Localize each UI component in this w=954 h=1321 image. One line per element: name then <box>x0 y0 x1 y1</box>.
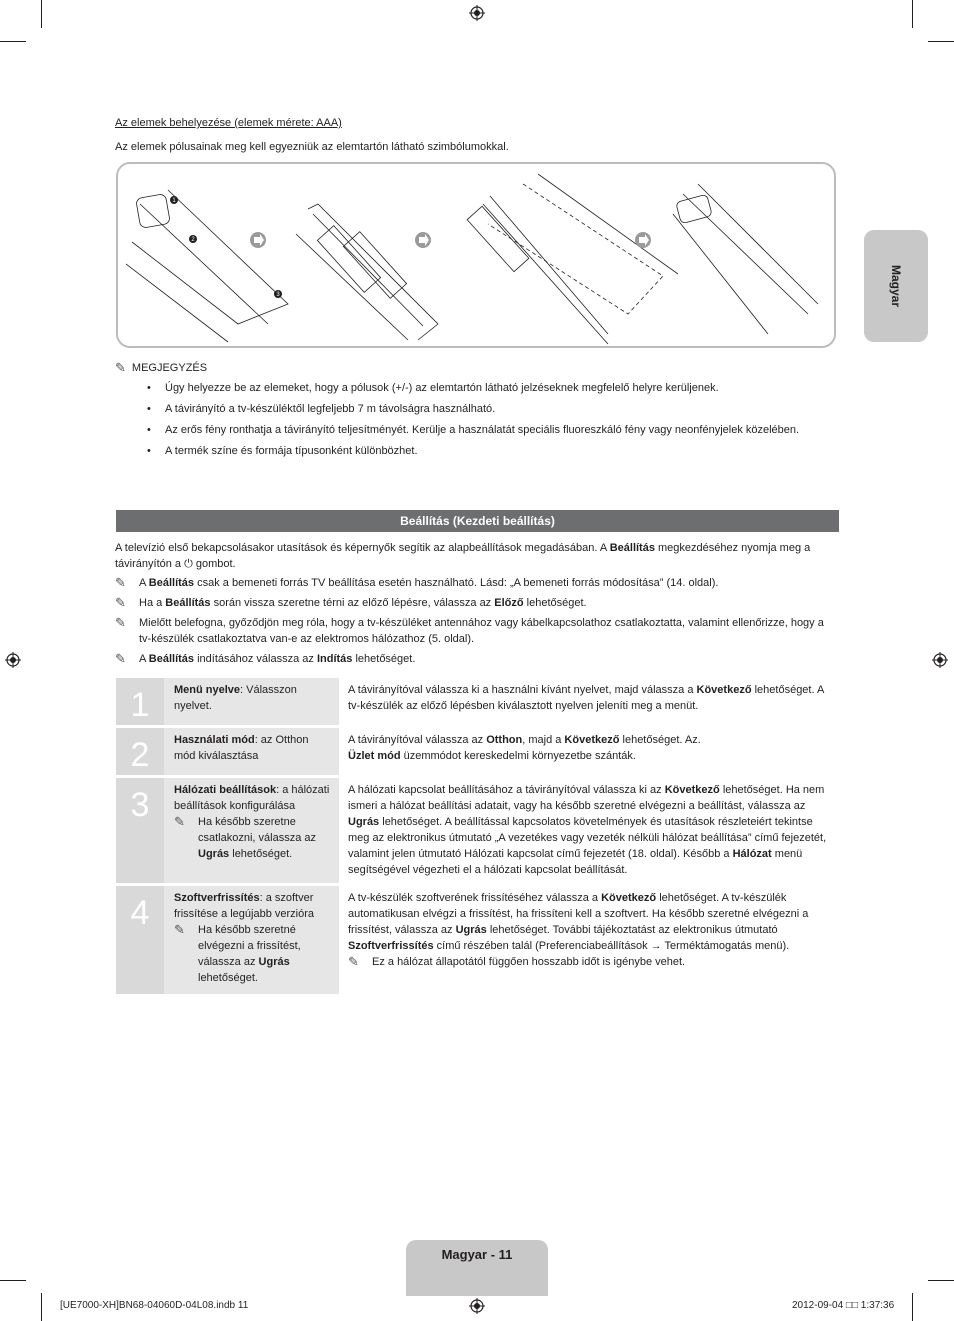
remote-battery-diagram <box>118 164 834 346</box>
step-description: A hálózati kapcsolat beállításához a távirányítóval válassza ki az Következő lehetőséget. Ha nem ismeri a hálózat beállítási adatait, vagy ha később szeretné elvégezni a beállítást, válassza az Ugrás lehetőséget. A beállítással kapcsolatos követelmények és utasítások részleteiért tekintse meg az elektronikus útmutató „A vezetékes vagy vezeték nélküli hálózat beállítása” című fejezetét, valamint jelen útmutató Hálózati kapcsolat című fejezetét (18. oldal). Később a Hálózat menü segítségével végezheti el a hálózati kapcsolat beállítását. <box>348 784 827 876</box>
intro-text: A televízió első bekapcsolásakor utasítások és képernyők segítik az alapbeállítások megadásában. A <box>115 542 610 554</box>
crop-mark <box>928 1280 954 1281</box>
note-icon: ✎ <box>115 651 126 666</box>
crop-mark <box>0 1280 26 1281</box>
list-item: • A termék színe és formája típusonként különbözhet. <box>147 443 827 459</box>
registration-mark-icon <box>5 652 21 668</box>
setup-note: ✎ A Beállítás csak a bemeneti forrás TV beállítása esetén használható. Lásd: „A bemeneti forrás módosítása” (14. oldal). <box>115 575 719 590</box>
side-tab-label: Magyar <box>889 264 903 308</box>
step-title: Hálózati beállítások: a hálózati beállítások konfigurálása ✎ Ha később szeretne csatlakozni, válassza az Ugrás lehetőséget. <box>164 778 339 883</box>
battery-illustration <box>116 162 836 348</box>
step-marker: 2 <box>191 237 195 243</box>
intro-text: gombot. <box>192 558 236 570</box>
crop-mark <box>41 1293 42 1321</box>
note-icon: ✎ <box>348 954 359 969</box>
step-description: A távirányítóval válassza az Otthon, majd a Következő lehetőséget. Az. Üzlet mód üzemmódot kereskedelmi környezetbe szánták. <box>348 734 701 762</box>
note-icon: ✎ <box>174 922 185 937</box>
power-icon: ⏻ <box>184 558 193 570</box>
page-number-tab <box>406 1240 548 1296</box>
setup-step-1 <box>116 678 839 725</box>
step-title: Szoftverfrissítés: a szoftver frissítése a legújabb verzióra ✎ Ha később szeretné elvégezni a frissítést, válassza az Ugrás lehetőséget. <box>164 886 339 994</box>
crop-mark <box>41 0 42 28</box>
step-number: 3 <box>116 778 164 883</box>
file-info: [UE7000-XH]BN68-04060D-04L08.indb 11 <box>60 1300 249 1311</box>
step-title: Menü nyelve: Válasszon nyelvet. <box>164 678 339 725</box>
battery-section-description: Az elemek pólusainak meg kell egyezniük az elemtartón látható szimbólumokkal. <box>115 141 509 153</box>
crop-mark <box>928 41 954 42</box>
list-item: • Úgy helyezze be az elemeket, hogy a pólusok (+/-) az elemtartón látható jelzéseknek megfelelő helyre kerüljenek. <box>147 380 827 396</box>
crop-mark <box>912 1293 913 1321</box>
crop-mark <box>0 41 26 42</box>
setup-step-2 <box>116 728 839 775</box>
list-item: • Az erős fény ronthatja a távirányító teljesítményét. Kerülje a használatát speciális fluoreszkáló fény vagy neonfényjelek közelében. <box>147 422 827 438</box>
step-number: 1 <box>116 678 164 725</box>
step-description: A tv-készülék szoftverének frissítéséhez válassza a Következő lehetőséget. A tv-készülék automatikusan elvégzi a frissítést, ha frissíteni kell a szoftvert. Ha később szeretné elvégezni a frissítést, válassza az Ugrás lehetőséget. További tájékoztatást az elektronikus útmutató Szoftverfrissítés című részében talál (Preferenciabeállítások → Terméktámogatás menü). ✎ Ez a hálózat állapotától függően hosszabb időt is igénybe vehet. <box>339 886 839 994</box>
step-number: 4 <box>116 886 164 994</box>
registration-mark-icon <box>469 5 485 21</box>
registration-mark-icon <box>932 652 948 668</box>
note-icon: ✎ <box>115 595 126 610</box>
setup-note: ✎ Mielőtt belefogna, győződjön meg róla, hogy a tv-készüléket antennához vagy kábelkapcsolathoz csatlakoztatta, valamint ellenőrizze, hogy a tv-készülék csatlakoztatva van-e az elektromos hálózathoz (5. oldal). <box>115 615 824 645</box>
note-icon: ✎ <box>115 575 126 590</box>
setup-step-3 <box>116 778 839 883</box>
intro-text: megkezdéséhez nyomja meg a távirányítón a <box>115 542 811 570</box>
setup-note: ✎ Ha a Beállítás során vissza szeretne térni az előző lépésre, válassza az Előző lehetőséget. <box>115 595 587 610</box>
setup-notes <box>115 575 835 671</box>
setup-step-4 <box>116 886 839 994</box>
language-side-tab <box>864 230 928 342</box>
intro-bold: Beállítás <box>609 542 655 554</box>
setup-section-title: Beállítás (Kezdeti beállítás) <box>116 510 839 532</box>
print-timestamp: 2012-09-04 □□ 1:37:36 <box>792 1300 895 1311</box>
crop-mark <box>912 0 913 28</box>
setup-note: ✎ A Beállítás indításához válassza az Indítás lehetőséget. <box>115 651 416 666</box>
registration-mark-icon <box>469 1298 485 1314</box>
setup-intro <box>115 540 835 572</box>
page-number: Magyar - 11 <box>441 1247 513 1262</box>
step-title: Használati mód: az Otthon mód kiválasztása <box>164 728 339 775</box>
note-icon: ✎ <box>115 615 126 630</box>
battery-section-title: Az elemek behelyezése (elemek mérete: AAA) <box>115 117 342 129</box>
note-icon: ✎ <box>174 814 185 829</box>
step-description: A távirányítóval válassza ki a használni kívánt nyelvet, majd válassza a Következő lehetőséget. A tv-készülék az előző lépésben kiválasztott nyelven jeleníti meg a menüt. <box>348 684 824 712</box>
list-item: • A távirányító a tv-készüléktől legfeljebb 7 m távolságra használható. <box>147 401 827 417</box>
step-note: ✎ Ez a hálózat állapotától függően hosszabb időt is igénybe vehet. <box>348 954 686 969</box>
next-arrow-icon <box>250 232 651 248</box>
step-note: ✎ Ha később szeretne csatlakozni, válassza az Ugrás lehetőséget. <box>174 814 316 860</box>
note-icon: ✎ <box>115 360 126 375</box>
note-heading-label: MEGJEGYZÉS <box>131 362 208 374</box>
step-number: 2 <box>116 728 164 775</box>
step-note: ✎ Ha később szeretné elvégezni a frissítést, válassza az Ugrás lehetőséget. <box>174 922 301 984</box>
note-bullet-list <box>147 380 827 464</box>
note-heading <box>115 360 207 376</box>
step-marker: 3 <box>276 292 280 298</box>
step-marker: 1 <box>172 198 176 204</box>
